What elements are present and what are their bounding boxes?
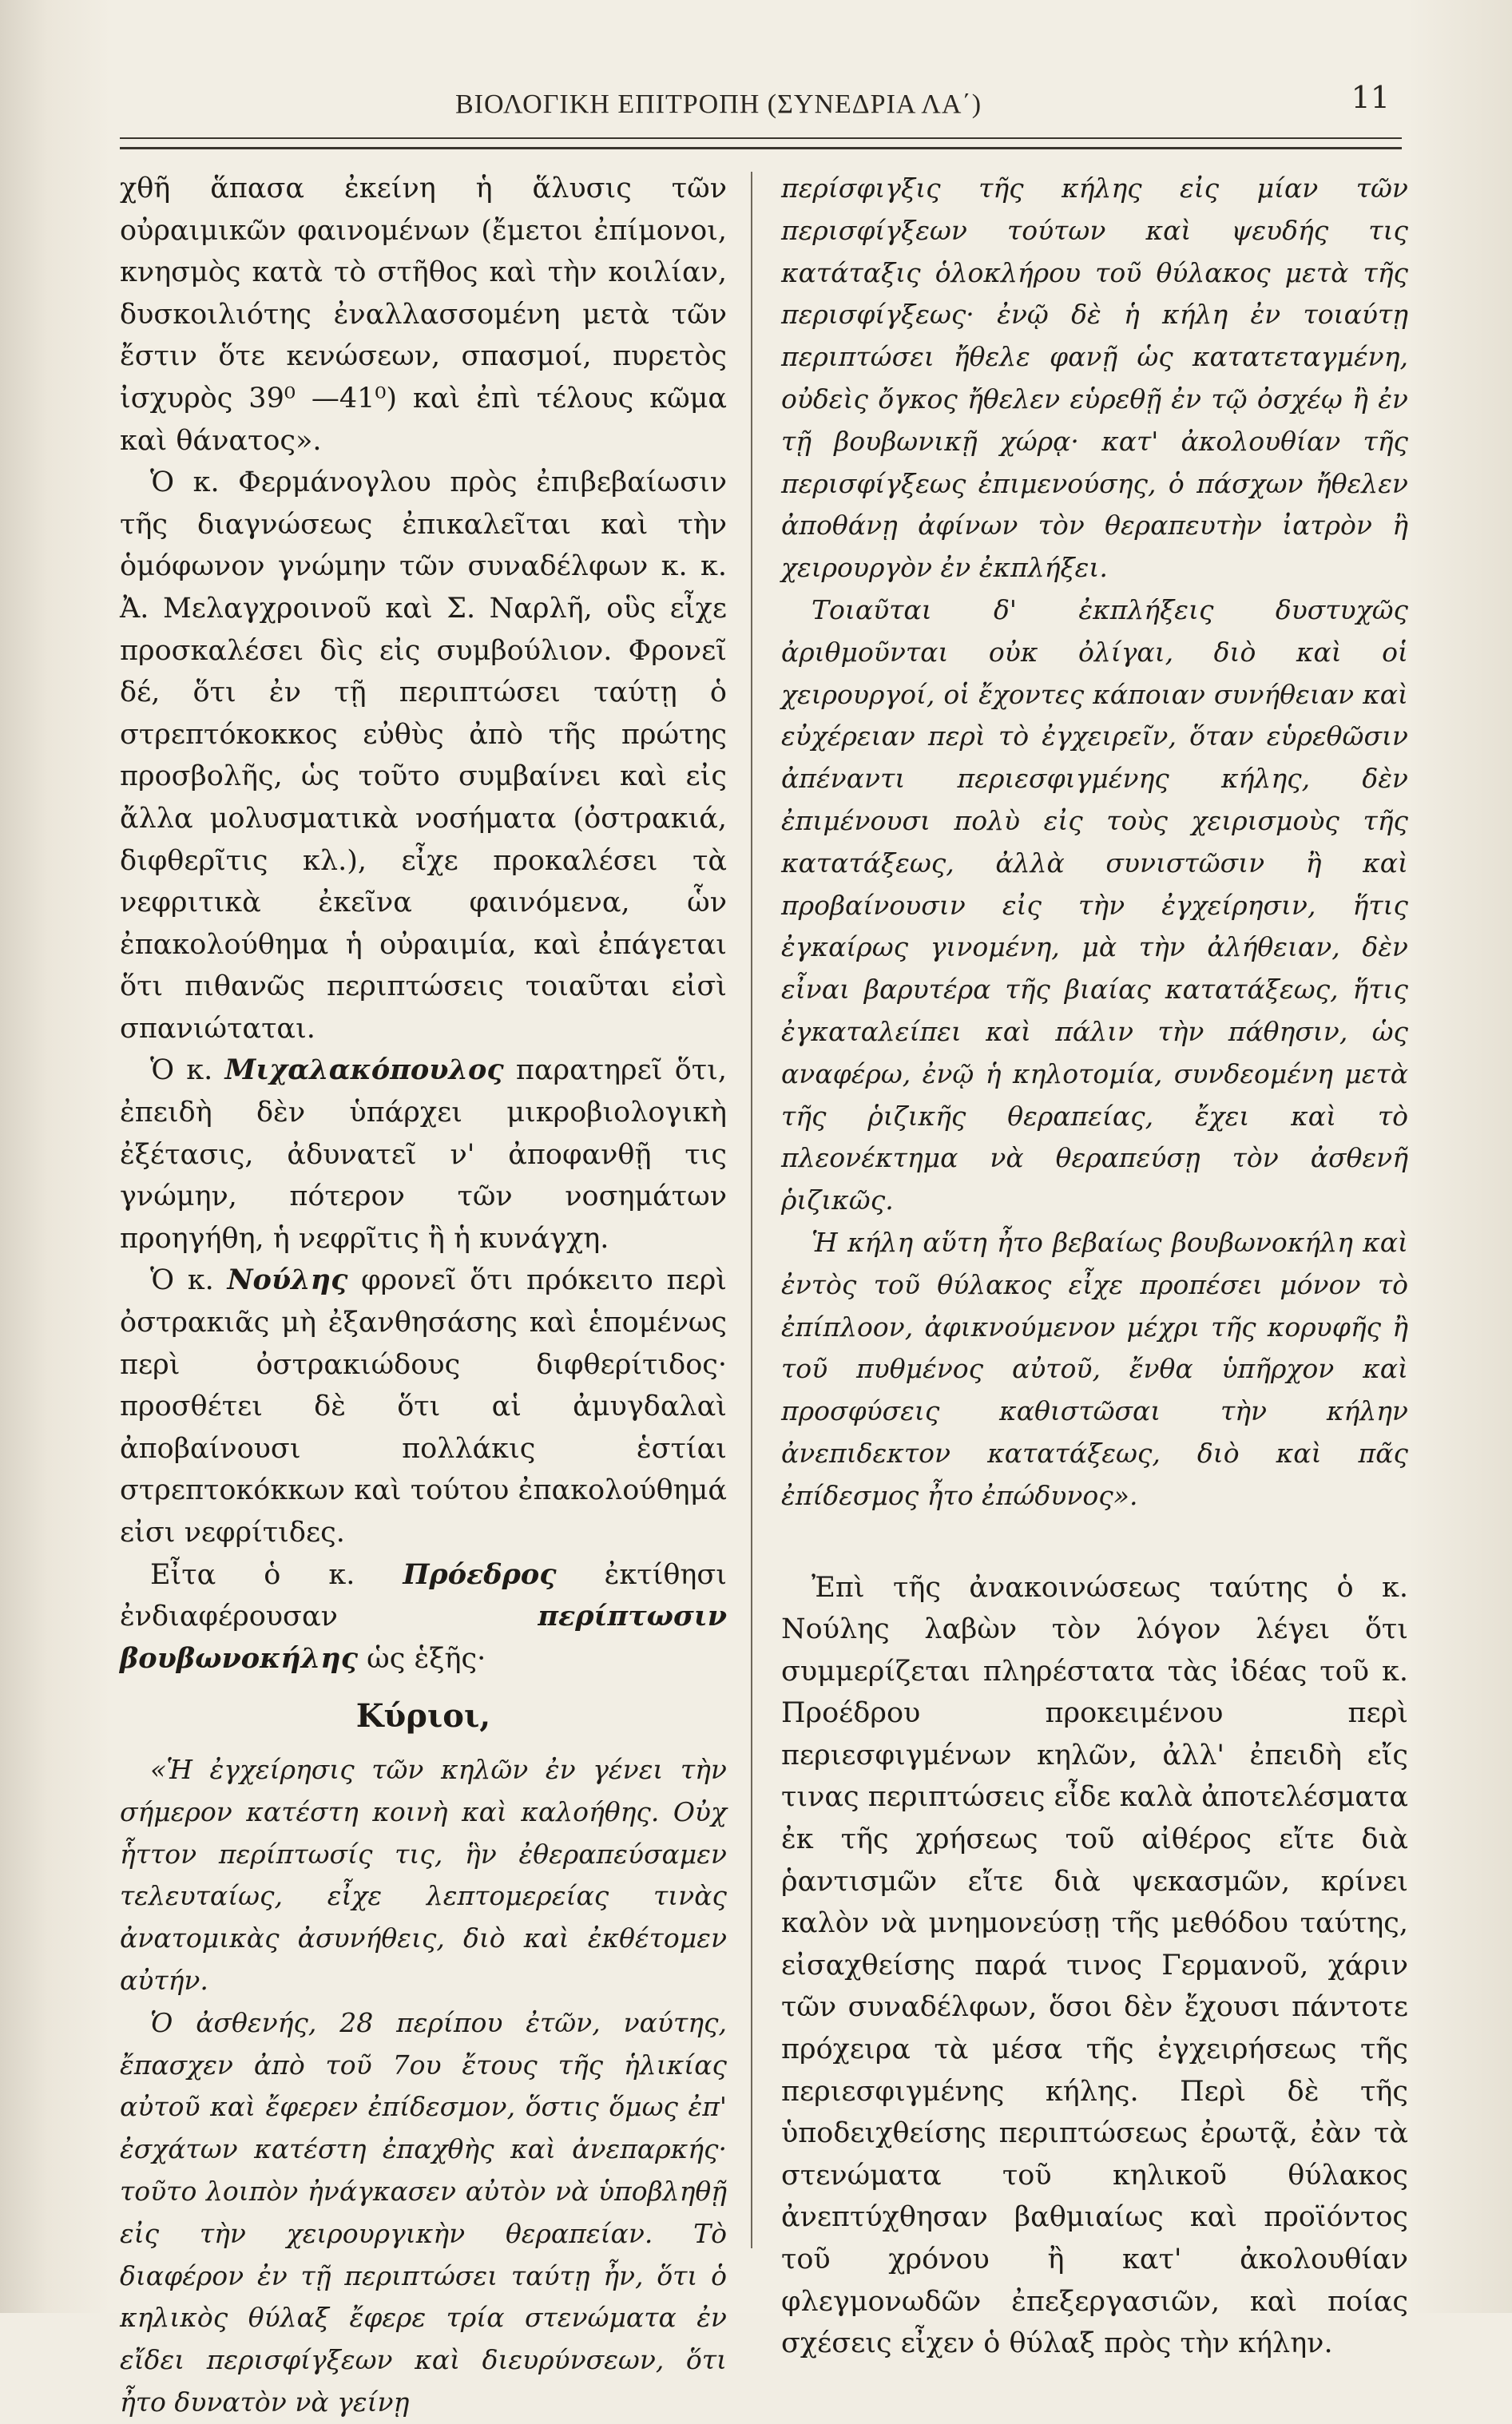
quoted-paragraph: «Ἡ ἐγχείρησις τῶν κηλῶν ἐν γένει τὴν σήμερον κατέστη κοινὴ καὶ καλοήθης. Οὐχ ἧττον περίπτωσίς τις, ἣν ἐθεραπεύσαμεν τελευταίως, εἶχε λεπτομερείας τινὰς ἀνατομικὰς ἀσυνήθεις, διὸ καὶ ἐκθέτομεν αὐτήν. bbox=[120, 1753, 727, 1996]
paragraph bbox=[120, 1049, 727, 1260]
paragraph: χθῆ ἅπασα ἐκείνη ἡ ἅλυσις τῶν οὐραιμικῶν φαινομένων (ἔμετοι ἐπίμονοι, κνησμὸς κατὰ τὸ στῆθος καὶ τὴν κοιλίαν, δυσκοιλιότης ἐναλλασσομένη μετὰ τῶν ἔστιν ὅτε κενώσεων, σπασμοί, πυρετὸς ἰσχυρὸς 39⁰ —41⁰) καὶ ἐπὶ τέλους κῶμα καὶ θάνατος». bbox=[120, 173, 727, 457]
text-run: Εἶτα ὁ κ. bbox=[150, 1558, 403, 1591]
running-head: ΒΙΟΛΟΓΙΚΗ ΕΠΙΤΡΟΠΗ (ΣΥΝΕΔΡΙΑ ΛΑ΄) bbox=[455, 89, 982, 119]
quoted-paragraph: Τοιαῦται δ' ἐκπλήξεις δυστυχῶς ἀριθμοῦνται οὐκ ὀλίγαι, διὸ καὶ οἱ χειρουργοί, οἱ ἔχοντες κάποιαν συνήθειαν καὶ εὐχέρειαν περὶ τὸ ἐγχειρεῖν, ὅταν εὑρεθῶσιν ἀπέναντι περιεσφιγμένης κήλης, δὲν ἐπιμένουσι πολὺ εἰς τοὺς χειρισμοὺς τῆς κατατάξεως, ἀλλὰ συνιστῶσιν ἢ καὶ προβαίνουσιν εἰς τὴν ἐγχείρησιν, ἥτις ἐγκαίρως γινομένη, μὰ τὴν ἀλήθειαν, δὲν εἶναι βαρυτέρα τῆς βιαίας κατατάξεως, ἥτις ἐγκαταλείπει καὶ πάλιν τὴν πάθησιν, ὡς αναφέρω, ἐνῷ ἡ κηλοτομία, συνδεομένη μετὰ τῆς ῥιζικῆς θεραπείας, ἔχει καὶ τὸ πλεονέκτημα νὰ θεραπεύσῃ τὸν ἀσθενῆ ῥιζικῶς. bbox=[781, 593, 1408, 1216]
text-run: φρονεῖ ὅτι πρόκειτο περὶ ὀστρακιᾶς μὴ ἐξανθησάσης καὶ ἑπομένως περὶ ὀστρακιώδους διφθερίτιδος· προσθέτει δὲ ὅτι αἱ ἀμυγδαλαὶ ἀποβαίνουσι πολλάκις ἑστίαι στρεπτοκόκκων καὶ τούτου ἐπακολούθημά εἰσι νεφρίτιδες. bbox=[120, 1264, 727, 1549]
speaker-name: Πρόεδρος bbox=[403, 1557, 557, 1591]
text-run: Ὁ κ. bbox=[150, 1264, 228, 1297]
right-column bbox=[781, 168, 1408, 2365]
header-rule-thin bbox=[120, 137, 1402, 139]
paragraph: Ἐπὶ τῆς ἀνακοινώσεως ταύτης ὁ κ. Νούλης λαβὼν τὸν λόγον λέγει ὅτι συμμερίζεται πληρέστατα τὰς ἰδέας τοῦ κ. Προέδρου προκειμένου περὶ περιεσφιγμένων κηλῶν, ἀλλ' ἐπειδὴ εἴς τινας περιπτώσεις εἶδε καλὰ ἀποτελέσματα ἐκ τῆς χρήσεως τοῦ αἰθέρος εἴτε διὰ ῥαντισμῶν εἴτε διὰ ψεκασμῶν, κρίνει καλὸν νὰ μνημονεύσῃ τῆς μεθόδου ταύτης, εἰσαχθείσης παρά τινος Γερμανοῦ, χάριν τῶν συναδέλφων, ὅσοι δὲν ἔχουσι πάντοτε πρόχειρα τὰ μέσα τῆς ἐγχειρήσεως τῆς περιεσφιγμένης κήλης. Περὶ δὲ τῆς ὑποδειχθείσης περιπτώσεως ἐρωτᾷ, ἐὰν τὰ στενώματα τοῦ κηλικοῦ θύλακος ἀνεπτύχθησαν βαθμιαίως καὶ προϊόντος τοῦ χρόνου ἢ κατ' ἀκολουθίαν φλεγμονωδῶν ἐπεξεργασιῶν, καὶ ποίας σχέσεις εἶχεν ὁ θύλαξ πρὸς τὴν κήλην. bbox=[781, 1571, 1408, 2360]
speaker-name: Νούλης bbox=[227, 1264, 348, 1297]
paragraph: Ὁ κ. Φερμάνογλου πρὸς ἐπιβεβαίωσιν τῆς διαγνώσεως ἐπικαλεῖται καὶ τὴν ὁμόφωνον γνώμην τῶν συναδέλφων κ. κ. Ἀ. Μελαγχροινοῦ καὶ Σ. Ναρλῆ, οὓς εἶχε προσκαλέσει δὶς εἰς συμβούλιον. Φρονεῖ δέ, ὅτι ἐν τῇ περιπτώσει ταύτῃ ὁ στρεπτόκοκκος εὐθὺς ἀπὸ τῆς πρώτης προσβολῆς, ὡς τοῦτο συμβαίνει καὶ εἰς ἄλλα μολυσματικὰ νοσήματα (ὀστρακιά, διφθερῖτις κλ.), εἶχε προκαλέσει τὰ νεφριτικὰ ἐκεῖνα φαινόμενα, ὧν ἐπακολούθημα ἡ οὐραιμία, καὶ ἐπάγεται ὅτι πιθανῶς περιπτώσεις τοιαῦται εἰσὶ σπανιώταται. bbox=[120, 466, 727, 1045]
quoted-paragraph: Ἡ κήλη αὕτη ἦτο βεβαίως βουβωνοκήλη καὶ ἐντὸς τοῦ θύλακος εἶχε προπέσει μόνον τὸ ἐπίπλοον, ἀφικνούμενον μέχρι τῆς κορυφῆς ἢ τοῦ πυθμένος αὐτοῦ, ἔνθα ὑπῆρχον καὶ προσφύσεις καθιστῶσαι τὴν κήλην ἀνεπιδεκτον κατατάξεως, διὸ καὶ πᾶς ἐπίδεσμος ἦτο ἐπώδυνος». bbox=[781, 1226, 1408, 1511]
text-run: Ὁ κ. bbox=[150, 1054, 225, 1087]
text-run: ἐκτίθησι ἐνδιαφέρουσαν bbox=[120, 1558, 727, 1633]
column-divider bbox=[751, 172, 752, 2248]
header-rule-thick bbox=[120, 147, 1402, 149]
paragraph bbox=[120, 1554, 727, 1680]
paragraph bbox=[120, 1260, 727, 1553]
case-title: περίπτωσιν βουβωνοκήλης bbox=[120, 1600, 727, 1675]
page-number: 11 bbox=[1351, 80, 1390, 115]
left-column bbox=[120, 168, 727, 2424]
text-run: ὡς ἑξῆς· bbox=[358, 1642, 486, 1675]
salutation: Κύριοι, bbox=[355, 1697, 491, 1736]
text-run: παρατηρεῖ ὅτι, ἐπειδὴ δὲν ὑπάρχει μικροβιολογικὴ ἐξέτασις, ἀδυνατεῖ ν' ἀποφανθῇ τις γνώμην, πότερον τῶν νοσημάτων προηγήθη, ἡ νεφρῖτις ἢ ἡ κυνάγχη. bbox=[120, 1054, 727, 1255]
quoted-paragraph: Ὁ ἀσθενής, 28 περίπου ἐτῶν, ναύτης, ἔπασχεν ἀπὸ τοῦ 7ου ἔτους τῆς ἡλικίας αὐτοῦ καὶ ἔφερεν ἐπίδεσμον, ὅστις ὅμως ἐπ' ἐσχάτων κατέστη ἐπαχθὴς καὶ ἀνεπαρκής· τοῦτο λοιπὸν ἠνάγκασεν αὐτὸν νὰ ὑποβληθῇ εἰς τὴν χειρουργικὴν θεραπείαν. Τὸ διαφέρον ἐν τῇ περιπτώσει ταύτῃ ἦν, ὅτι ὁ κηλικὸς θύλαξ ἔφερε τρία στενώματα ἐν εἴδει περισφίγξεων καὶ διευρύνσεων, ὅτι ἦτο δυνατὸν νὰ γείνῃ bbox=[120, 2006, 727, 2418]
page-header bbox=[120, 80, 1406, 136]
speaker-name: Μιχαλακόπουλος bbox=[224, 1053, 504, 1087]
quoted-paragraph: περίσφιγξις τῆς κήλης εἰς μίαν τῶν περισφίγξεων τούτων καὶ ψευδής τις κατάταξις ὁλοκλήρου τοῦ θύλακος μετὰ τῆς περισφίγξεως· ἐνῷ δὲ ἡ κήλη ἐν τοιαύτῃ περιπτώσει ἤθελε φανῇ ὡς κατατεταγμένη, οὐδεὶς ὄγκος ἤθελεν εὑρεθῇ ἐν τῷ ὀσχέῳ ἢ ἐν τῇ βουβωνικῇ χώρᾳ· κατ' ἀκολουθίαν τῆς περισφίγξεως ἐπιμενούσης, ὁ πάσχων ἤθελεν ἀποθάνῃ ἀφίνων τὸν θεραπευτὴν ἰατρὸν ἢ χειρουργὸν ἐν ἐκπλήξει. bbox=[781, 173, 1408, 584]
